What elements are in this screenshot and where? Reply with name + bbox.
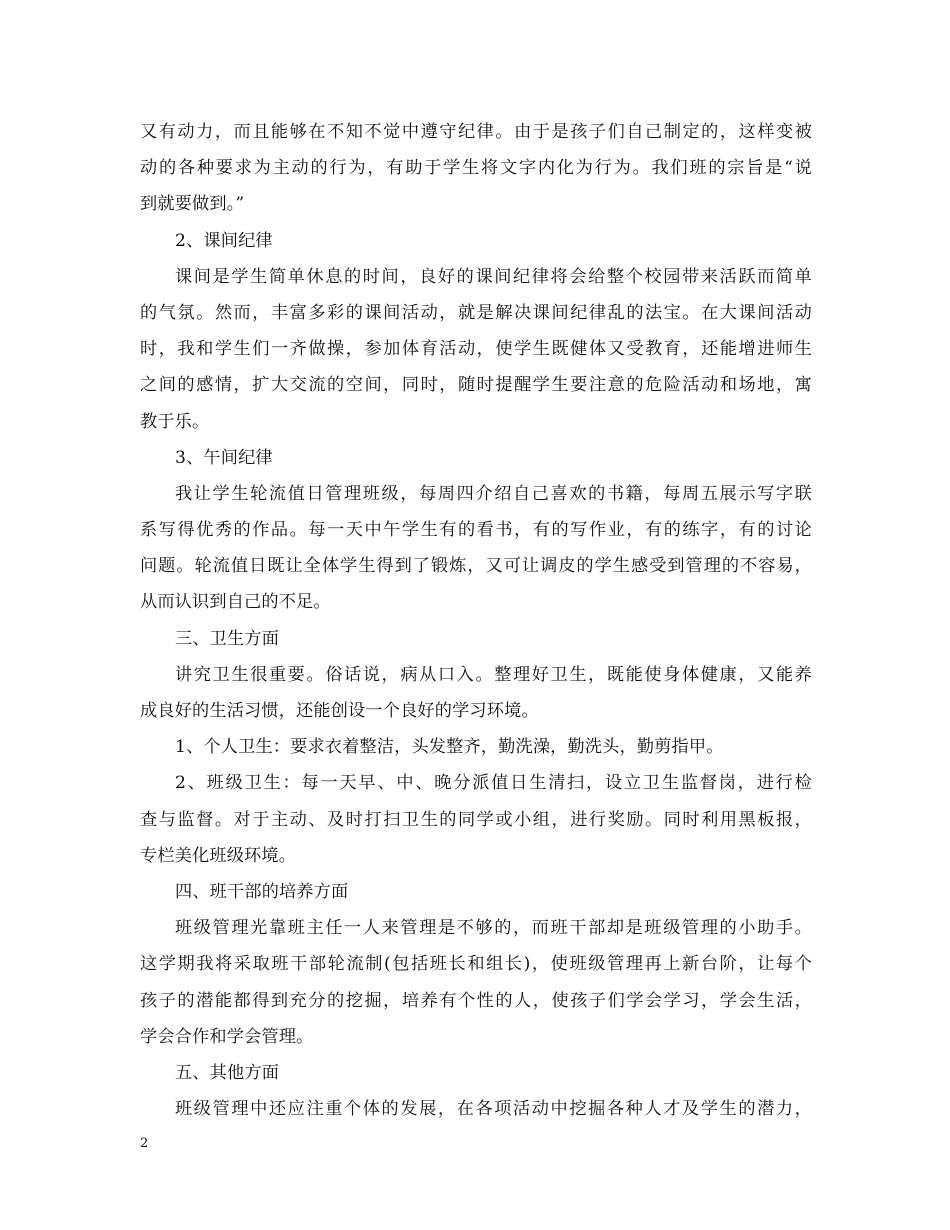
text-line: 的气氛。然而，丰富多彩的课间活动，就是解决课间纪律乱的法宝。在大课间活动 bbox=[140, 302, 812, 323]
text-line: 又有动力，而且能够在不知不觉中遵守纪律。由于是孩子们自己制定的，这样变被 bbox=[140, 122, 812, 142]
text-line: 时，我和学生们一齐做操，参加体育活动，使学生既健体又受教育，还能增进师生 bbox=[140, 339, 812, 360]
text-line: 查与监督。对于主动、及时打扫卫生的同学或小组，进行奖励。同时利用黑板报， bbox=[140, 809, 812, 830]
section-heading: 四、班干部的培养方面 bbox=[175, 881, 349, 902]
section-heading: 3、午间纪律 bbox=[175, 447, 273, 468]
text-line: 专栏美化班级环境。 bbox=[140, 845, 297, 866]
text-line: 我让学生轮流值日管理班级，每周四介绍自己喜欢的书籍，每周五展示写字联 bbox=[175, 483, 812, 504]
text-line: 班级管理光靠班主任一人来管理是不够的，而班干部却是班级管理的小助手。 bbox=[175, 918, 812, 939]
text-line: 学会合作和学会管理。 bbox=[140, 1026, 314, 1047]
section-heading: 五、其他方面 bbox=[175, 1062, 280, 1083]
text-line: 课间是学生简单休息的时间，良好的课间纪律将会给整个校园带来活跃而简单 bbox=[175, 266, 812, 287]
text-line: 之间的感情，扩大交流的空间，同时，随时提醒学生要注意的危险活动和场地，寓 bbox=[140, 375, 812, 396]
text-line: 这学期我将采取班干部轮流制(包括班长和组长)，使班级管理再上新台阶，让每个 bbox=[140, 954, 812, 975]
text-line: 教于乐。 bbox=[140, 411, 210, 432]
text-line: 孩子的潜能都得到充分的挖掘，培养有个性的人，使孩子们学会学习，学会生活， bbox=[140, 990, 812, 1011]
section-heading: 三、卫生方面 bbox=[175, 628, 280, 649]
document-body bbox=[140, 114, 812, 1127]
text-line: 2、班级卫生：每一天早、中、晚分派值日生清扫，设立卫生监督岗，进行检 bbox=[175, 773, 812, 794]
text-line: 1、个人卫生：要求衣着整洁，头发整齐，勤洗澡，勤洗头，勤剪指甲。 bbox=[175, 737, 724, 758]
text-line: 从而认识到自己的不足。 bbox=[140, 592, 331, 613]
text-line: 成良好的生活习惯，还能创设一个良好的学习环境。 bbox=[140, 701, 539, 721]
text-line: 动的各种要求为主动的行为，有助于学生将文字内化为行为。我们班的宗旨是“说 bbox=[140, 158, 812, 179]
section-heading: 2、课间纪律 bbox=[175, 230, 273, 251]
text-line: 到就要做到。” bbox=[140, 194, 245, 215]
page-number: 2 bbox=[140, 1136, 149, 1151]
text-line: 班级管理中还应注重个体的发展，在各项活动中挖掘各种人才及学生的潜力， bbox=[175, 1099, 812, 1120]
text-line: 系写得优秀的作品。每一天中午学生有的看书，有的写作业，有的练字，有的讨论 bbox=[140, 520, 812, 541]
text-line: 讲究卫生很重要。俗话说，病从口入。整理好卫生，既能使身体健康，又能养 bbox=[175, 664, 812, 685]
text-line: 问题。轮流值日既让全体学生得到了锻炼，又可让调皮的学生感受到管理的不容易， bbox=[140, 556, 812, 577]
